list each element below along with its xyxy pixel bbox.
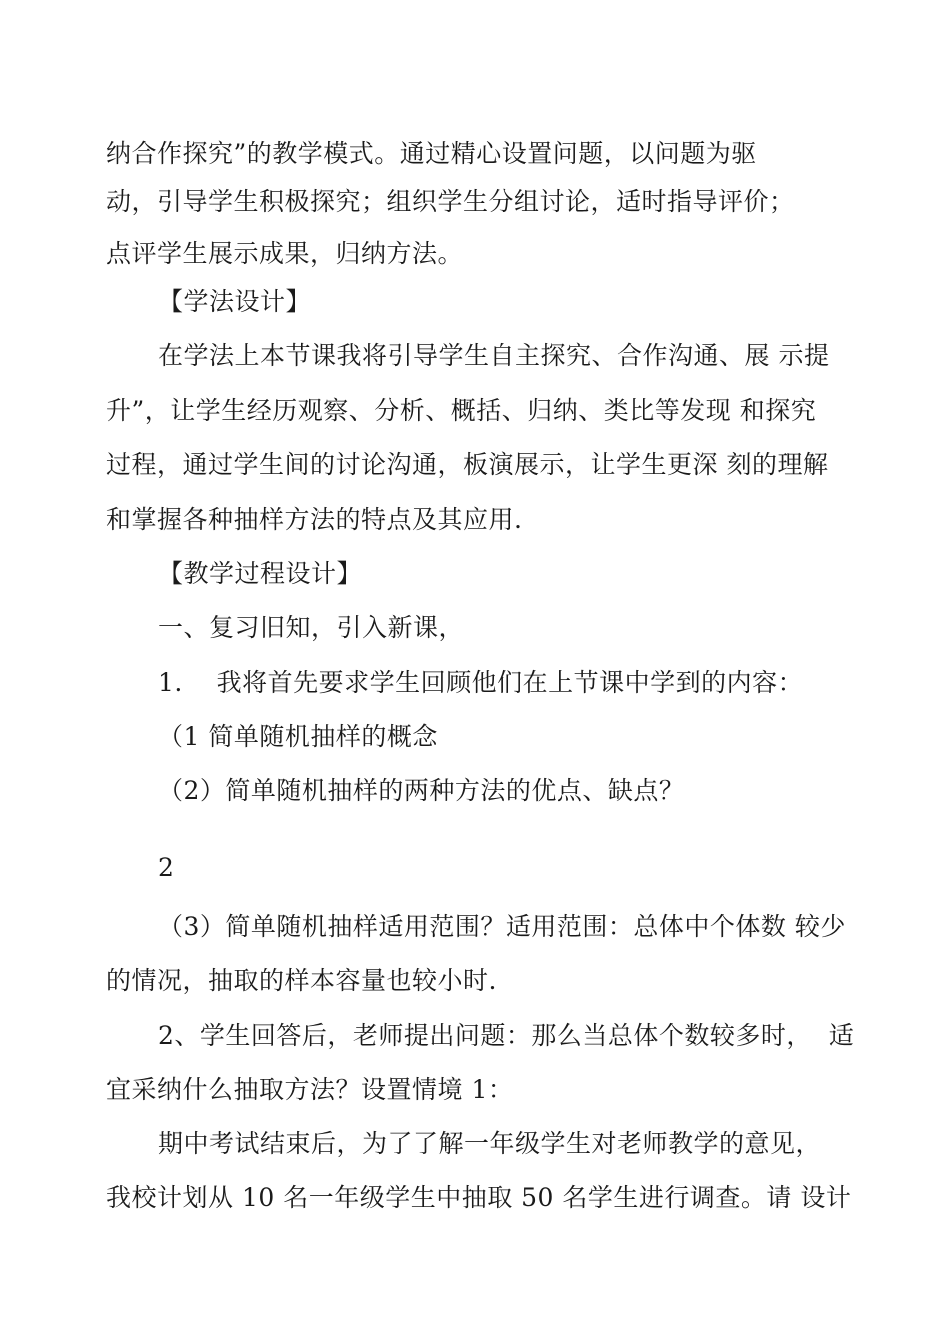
text-line: 纳合作探究”的教学模式。通过精心设置问题，以问题为驱 bbox=[106, 139, 757, 168]
text-line: 期中考试结束后，为了了解一年级学生对老师教学的意见， bbox=[158, 1129, 822, 1158]
text-line: 我校计划从 10 名一年级学生中抽取 50 名学生进行调查。请 设计 bbox=[106, 1183, 852, 1212]
text-line: 宜采纳什么抽取方法？设置情境 1： bbox=[106, 1075, 514, 1104]
text-line: 动，引导学生积极探究；组织学生分组讨论，适时指导评价； bbox=[106, 187, 795, 216]
text-line: 过程，通过学生间的讨论沟通，板演展示，让学生更深 刻的理解 bbox=[106, 450, 829, 479]
text-line: 点评学生展示成果，归纳方法。 bbox=[106, 239, 464, 268]
text-line: 的情况，抽取的样本容量也较小时. bbox=[106, 966, 497, 995]
text-line: 2、学生回答后，老师提出问题：那么当总体个数较多时， 适 bbox=[158, 1021, 855, 1050]
text-line: （2）简单随机抽样的两种方法的优点、缺点？ bbox=[158, 776, 685, 805]
text-line: 一、复习旧知，引入新课， bbox=[158, 613, 465, 642]
text-line: 在学法上本节课我将引导学生自主探究、合作沟通、展 示提 bbox=[158, 341, 830, 370]
text-line: 和掌握各种抽样方法的特点及其应用. bbox=[106, 505, 523, 534]
text-line: （3）简单随机抽样适用范围？适用范围：总体中个体数 较少 bbox=[158, 912, 846, 941]
text-line: （1 简单随机抽样的概念 bbox=[158, 722, 438, 751]
text-line: 1. 我将首先要求学生回顾他们在上节课中学到的内容： bbox=[158, 668, 804, 697]
section-heading: 【学法设计】 bbox=[158, 287, 312, 316]
page-number: 2 bbox=[158, 853, 175, 882]
section-heading: 【教学过程设计】 bbox=[158, 559, 363, 588]
text-line: 升”，让学生经历观察、分析、概括、归纳、类比等发现 和探究 bbox=[106, 396, 817, 425]
